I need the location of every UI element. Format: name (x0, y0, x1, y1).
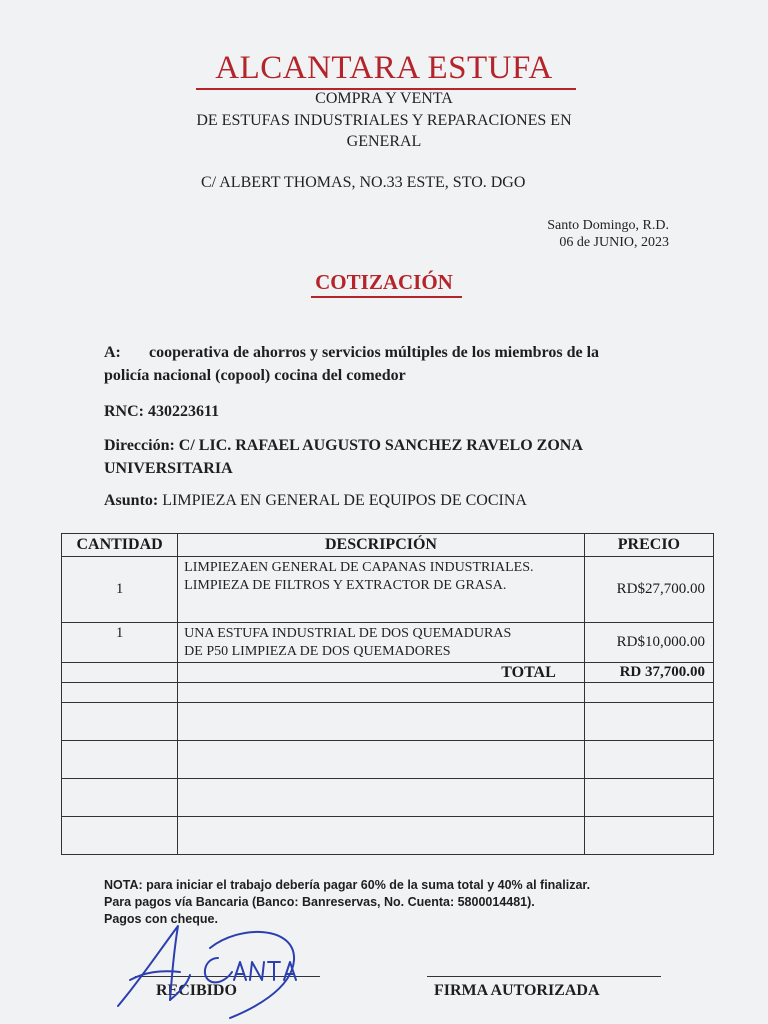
subject-label: Asunto: (104, 492, 159, 509)
empty-row (62, 741, 714, 779)
place: Santo Domingo, R.D. (547, 218, 669, 233)
subject-value: LIMPIEZA EN GENERAL DE EQUIPOS DE COCINA (162, 492, 527, 509)
header-line-1: COMPRA Y VENTA (315, 90, 453, 107)
received-label: RECIBIDO (156, 982, 237, 999)
document-title: COTIZACIÓN (315, 270, 453, 294)
quotation-table (61, 533, 714, 855)
row-price: RD$10,000.00 (584, 623, 713, 663)
row-desc-line-2: DE P50 LIMPIEZA DE DOS QUEMADORES (184, 644, 451, 659)
authorized-signature-line (427, 976, 661, 977)
column-header-desc: DESCRIPCIÓN (178, 534, 585, 557)
note-line-2: Para pagos vía Bancaria (Banco: Banreservas, No. Cuenta: 5800014481). (104, 895, 535, 909)
total-empty-cell (62, 663, 178, 683)
column-header-qty: CANTIDAD (62, 534, 178, 557)
row-desc-line-2: LIMPIEZA DE FILTROS Y EXTRACTOR DE GRASA. (184, 578, 507, 593)
row-qty: 1 (62, 623, 178, 663)
recipient-line-1: cooperativa de ahorros y servicios múltiples de los miembros de la (149, 344, 600, 361)
empty-row (62, 817, 714, 855)
note-line-1: NOTA: para iniciar el trabajo debería pagar 60% de la suma total y 40% al finalizar. (104, 878, 591, 892)
row-qty: 1 (62, 557, 178, 623)
note-line-3: Pagos con cheque. (104, 912, 218, 926)
header-line-2: DE ESTUFAS INDUSTRIALES Y REPARACIONES EN (196, 112, 572, 129)
table-row (62, 623, 714, 663)
document-title-underline (311, 296, 462, 298)
recipient-line-2: policía nacional (copool) cocina del comedor (104, 367, 406, 384)
total-value: RD 37,700.00 (584, 663, 713, 683)
table-row (62, 557, 714, 623)
authorized-label: FIRMA AUTORIZADA (434, 982, 600, 999)
row-desc-line-1: UNA ESTUFA INDUSTRIAL DE DOS QUEMADURAS (184, 626, 512, 641)
rnc: RNC: 430223611 (104, 403, 220, 420)
address-line-2: UNIVERSITARIA (104, 460, 233, 477)
empty-row (62, 779, 714, 817)
column-header-price: PRECIO (584, 534, 713, 557)
handwritten-signature (100, 920, 310, 1024)
total-row (62, 663, 714, 683)
row-description (178, 623, 585, 663)
subject (104, 489, 527, 512)
company-name: ALCANTARA ESTUFA (215, 50, 553, 86)
company-address: C/ ALBERT THOMAS, NO.33 ESTE, STO. DGO (201, 174, 526, 191)
row-description (178, 557, 585, 623)
empty-row (62, 683, 714, 703)
row-price: RD$27,700.00 (584, 557, 713, 623)
table-header-row (62, 534, 714, 557)
empty-row (62, 703, 714, 741)
row-desc-line-1: LIMPIEZAEN GENERAL DE CAPANAS INDUSTRIALES. (184, 560, 534, 575)
header-line-3: GENERAL (346, 133, 422, 150)
total-label: TOTAL (178, 663, 585, 683)
address-line-1: Dirección: C/ LIC. RAFAEL AUGUSTO SANCHEZ RAVELO ZONA (104, 437, 583, 454)
date: 06 de JUNIO, 2023 (559, 235, 669, 250)
recipient-label: A: (104, 344, 121, 361)
